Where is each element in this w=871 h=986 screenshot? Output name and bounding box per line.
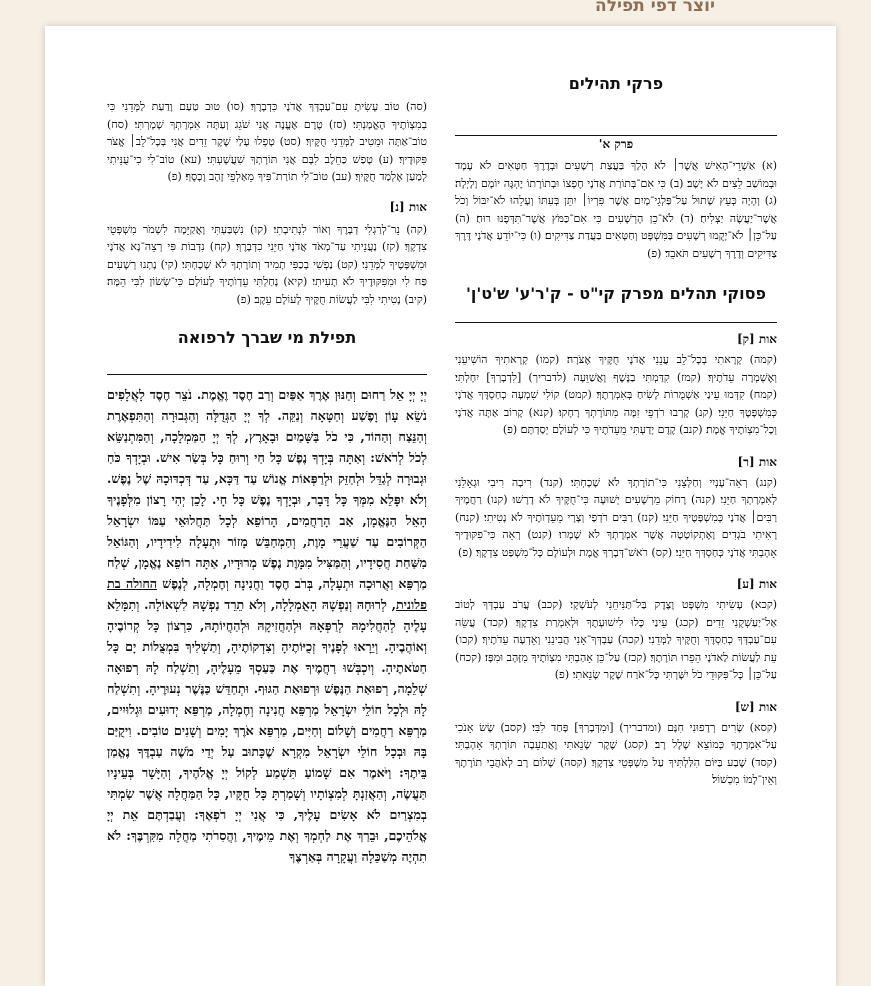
letter-heading: אות [ע] [736,577,777,591]
prayer-rule [107,374,427,375]
letter-section-shin [455,700,777,789]
letter-text: (קה) נֵר־לְרַגְלִי דְבָרֶךָ וְאוֹר לִנְתִיבָתִי׃ (קו) נִשְׁבַּעְתִּי וָאֲקַיֵּמָה לִשְׁמֹר מִשְׁפְּטֵי צִדְקֶךָ׃ (קז) נַעֲנֵיתִי עַד־מְאֹד אֲדֹנָי חַיֵּנִי כִדְבָרֶךָ׃ (קח) נִדְבוֹת פִּי רְצֵה־נָא אֲדֹנָי וּמִשְׁפָּטֶיךָ לַמְּדֵנִי׃ (קט) נַפְשִׁי בְכַפִּי תָמִיד וְתוֹרָתְךָ לֹא שָׁכָחְתִּי׃ (קי) נָתְנוּ רְשָׁעִים פַּח לִי וּמִפִּקּוּדֶיךָ לֹא תָעִיתִי׃ (קיא) נָחַלְתִּי עֵדְוֺתֶיךָ לְעוֹלָם כִּי־שְׂשׂוֹן לִבִּי הֵמָּה׃ (קיב) נָטִיתִי לִבִּי לַעֲשׂוֹת חֻקֶּיךָ לְעוֹלָם עֵקֶב׃ (פ) [107,222,427,306]
letter-heading: אות [ש] [734,699,777,714]
letter-text: (קכא) עָשִׂיתִי מִשְׁפָּט וָצֶדֶק בַּל־תַּנִּיחֵנִי לְעֹשְׁקָי׃ (קכב) עֲרֹב עַבְדְּךָ לְטוֹב אַל־יַעַשְׁקֻנִי זֵדִים׃ (קכג) עֵינַי כָּלוּ לִישׁוּעָתֶךָ וּלְאִמְרַת צִדְקֶךָ׃ (קכד) עֲשֵׂה עִם־עַבְדְּךָ כְחַסְדֶּךָ וְחֻקֶּיךָ לַמְּדֵנִי׃ (קכה) עַבְדְּךָ־אָנִי הֲבִינֵנִי וְאֵדְעָה עֵדֹתֶיךָ׃ (קכו) עֵת לַעֲשׂוֹת לַאדֹנָי הֵפֵרוּ תּוֹרָתֶךָ׃ (קכז) עַל־כֵּן אָהַבְתִּי מִצְוֹתֶיךָ מִזָּהָב וּמִפָּז׃ (קכח) עַל־כֵּן׀ כָּל־פִּקּוּדֵי כֹל יִשָּׁרְתִּי כָּל־אֹרַח שֶׁקֶר שָׂנֵאתִי׃ (פ) [455,598,777,681]
chapter-label: פרק א' [598,137,634,151]
psalm119-title: פסוקי תהלים מפרק קי"ט - ק'ר'ע' ש'ט'ן' [465,284,767,303]
letter-section-ayin [455,577,777,684]
prayer-text-part1: יְיָ יְיָ אֵל רַחוּם וְחַנּוּן אֶרֶךְ אַפַּיִם וְרַב חֶסֶד וֶאֱמֶת. נֹצֵר חֶסֶד לָאֲלָפִים נֹשֵׂא עָוֹן וָפֶשַׁע וְחַטָּאָה וְנַקֵּה. לְךָ יְיָ הַגְּדֻלָּה וְהַגְּבוּרָה וְהַתִּפְאֶרֶת וְהַנֵּצַח וְהַהוֹד, כִּי כֹל בַּשָּׁמַיִם וּבָאָרֶץ, לְךָ יְיָ הַמַּמְלָכָה, וְהַמִּתְנַשֵּׂא לְכֹל לְרֹאשׁ: וְאַתָּה בְּיָדְךָ נֶפֶשׁ כָּל חַי וְרוּחַ כָּל בְּשַׂר אִישׁ. וּבְיָדְךָ כֹּחַ וּגְבוּרָה לְגַדֵּל וּלְחַזֵּק וּלְרַפְּאוֹת אֱנוֹשׁ עַד דַּכָּא, עַד דְּכְדּוּכָהּ שֶׁל נֶפֶשׁ. וְלֹא יִפָּלֵא מִמְּךָ כָּל דָּבָר, וּבְיָדְךָ נֶפֶשׁ כָּל חָי. לָכֵן יְהִי רָצוֹן מִלְּפָנֶיךָ הָאֵל הַנֶּאֱמָן, אַב הָרַחֲמִים, הָרוֹפֵא לְכָל תַּחֲלוּאֵי עַמּוֹ יִשְׂרָאֵל הַקְּרוֹבִים עַד שַׁעֲרֵי מָוֶת, וְהַמְחַבֵּשׁ מָזוֹר וּתְעָלָה לִידִידָיו, וְהַגּוֹאֵל מִשַּׁחַת חֲסִידָיו, וְהַמַּצִּיל מִמָּוֶת נֶפֶשׁ מְרוּדָיו, אַתָּה רוֹפֵא נֶאֱמָן, שְׁלַח מַרְפֵּא וַאֲרוּכָה וּתְעָלָה, בְּרֹב חֶסֶד וַחֲנִינָה וְחֶמְלָה, לְנֶפֶשׁ [107,387,427,591]
left-column [107,26,427,867]
letter-text: (קסא) שָׂרִים רְדָפוּנִי חִנָּם (ומדבריך) [וּמִדְּבָרְךָ] פָּחַד לִבִּי׃ (קסב) שָׂשׂ אָנֹכִי עַל־אִמְרָתֶךָ כְּמוֹצֵא שָׁלָל רָב׃ (קסג) שֶׁקֶר שָׂנֵאתִי וָאֲתַעֵבָה תּוֹרָתְךָ אָהָבְתִּי׃ (קסד) שֶׁבַע בַּיּוֹם הִלַּלְתִּיךָ עַל מִשְׁפְּטֵי צִדְקֶךָ׃ (קסה) שָׁלוֹם רָב לְאֹהֲבֵי תוֹרָתֶךָ וְאֵין־לָמוֹ מִכְשׁוֹל׃ [455,720,777,786]
letter-section-qof [455,332,777,439]
right-column [455,26,777,789]
letter-section-nun [107,200,427,309]
document-page [45,26,836,986]
title-rule [455,135,777,136]
letter-text: (קמה) קָרָאתִי בְכָל־לֵב עֲנֵנִי אֲדֹנָי חֻקֶּיךָ אֶצֹּרָה׃ (קמו) קְרָאתִיךָ הוֹשִׁיעֵנִי וְאֶשְׁמְרָה עֵדֹתֶיךָ׃ (קמז) קִדַּמְתִּי בַנֶּשֶׁף וָאֲשַׁוֵּעָה (לדבריך) [לִדְבָרְךָ] יִחָלְתִּי׃ (קמח) קִדְּמוּ עֵינַי אַשְׁמֻרוֹת לָשִׂיחַ בְּאִמְרָתֶךָ׃ (קמט) קוֹלִי שִׁמְעָה כְחַסְדֶּךָ אֲדֹנָי כְּמִשְׁפָּטֶךָ חַיֵּנִי׃ (קנ) קָרְבוּ רֹדְפֵי זִמָּה מִתּוֹרָתְךָ רָחָקוּ׃ (קנא) קָרוֹב אַתָּה אֲדֹנָי וְכָל־מִצְוֹתֶיךָ אֱמֶת׃ (קנב) קֶדֶם יָדַעְתִּי מֵעֵדֹתֶיךָ כִּי לְעוֹלָם יְסַדְתָּם׃ (פ) [455,353,777,436]
app-header [0,0,871,22]
patient-name-placeholder[interactable]: החולה בת פלונית [107,576,427,612]
prayer-text-part2: , לְרוּחָהּ וְנַפְשָׁהּ הָאֻמְלָלָה, וְלֹא תֵרֵד נַפְשָׁהּ לִשְׁאוֹלָה. וְתִמָּלֵא עָלֶיהָ לְהַחֲלִימָהּ לְרַפְּאָהּ וּלְהַחֲזִיקָהּ וּלְהַחֲיוֹתָהּ, כִּרְצוֹן כָּל קְרוֹבֶיהָ וְאוֹהֲבֶיהָ. וְיֵרָאוּ לְפָנֶיךָ זְכֻיּוֹתֶיהָ וְצִדְקוֹתֶיהָ, וְתַשְׁלִיךְ בִּמְצֻלוֹת יָם כָּל חַטֹּאתֶיהָ. וְיִכְבְּשׁוּ רַחֲמֶיךָ אֶת כַּעַסְךָ מֵעָלֶיהָ, וְתִשְׁלַח לָהּ רְפוּאָה שְׁלֵמָה, רְפוּאַת הַנֶּפֶשׁ וּרְפוּאַת הַגּוּף. וּתְחַדֵּשׁ כַּנֶּשֶׁר נְעוּרֶיהָ. וְתִשְׁלַח לָהּ וּלְכָל חוֹלֵי יִשְׂרָאֵל מַרְפֵּא חֲנִינָה וְחֶמְלָה, מַרְפֵּא יְדוּעִים וּגְלוּיִים, מַרְפֵּא רַחֲמִים וְשָׁלוֹם וְחַיִּים, מַרְפֵּא אֹרֶךְ יָמִים וְשָׁנִים טוֹבִים. וִיקֻיַּם בָּהּ וּבְכָל חוֹלֵי יִשְׂרָאֵל מִקְרָא שֶׁכָּתוּב עַל יְדֵי מֹשֶׁה עַבְדֶּךָ נֶאֱמַן בֵּיתֶךָ: וַיֹּאמֶר אִם שָׁמוֹעַ תִּשְׁמַע לְקוֹל יְיָ אֱלֹהֶיךָ, וְהַיָּשָׁר בְּעֵינָיו תַּעֲשֶׂה, וְהַאֲזַנְתָּ לְמִצְוֹתָיו וְשָׁמַרְתָּ כָּל חֻקָּיו, כָּל הַמַּחֲלָה אֲשֶׁר שַׂמְתִּי בְמִצְרַיִם לֹא אָשִׂים עָלֶיךָ, כִּי אֲנִי יְיָ רֹפְאֶךָ: וַעֲבַדְתֶּם אֵת יְיָ אֱלֹהֵיכֶם, וּבֵרַךְ אֶת לַחְמְךָ וְאֶת מֵימֶיךָ, וַהֲסִרֹתִי מַחֲלָה מִקִּרְבֶּךָ: לֹא תִהְיֶה מְשַׁכֵּלָה וַעֲקָרָה בְּאַרְצֶךָ [107,597,427,864]
chapter-text: (א) אַשְׁרֵי־הָאִישׁ אֲשֶׁר׀ לֹא הָלַךְ בַּעֲצַת רְשָׁעִים וּבְדֶרֶךְ חַטָּאִים לֹא עָמָד וּבְמוֹשַׁב לֵצִים לֹא יָשָׁב׃ (ב) כִּי אִם־בְּתוֹרַת אֲדֹנָי חֶפְצוֹ וּבְתוֹרָתוֹ יֶהְגֶּה יוֹמָם וָלָיְלָה׃ (ג) וְהָיָה כְּעֵץ שָׁתוּל עַל־פַּלְגֵי־מָיִם אֲשֶׁר פִּרְיוֹ׀ יִתֵּן בְּעִתּוֹ וְעָלֵהוּ לֹא־יִבּוֹל וְכֹל אֲשֶׁר־יַעֲשֶׂה יַצְלִיחַ׃ (ד) לֹא־כֵן הָרְשָׁעִים כִּי אִם־כַּמֹּץ אֲשֶׁר־תִּדְּפֶנּוּ רוּחַ׃ (ה) עַל־כֵּן׀ לֹא־יָקֻמוּ רְשָׁעִים בַּמִּשְׁפָּט וְחַטָּאִים בַּעֲדַת צַדִּיקִים׃ (ו) כִּי־יוֹדֵעַ אֲדֹנָי דֶּרֶךְ צַדִּיקִים וְדֶרֶךְ רְשָׁעִים תֹּאבֵד׃ (פ) [455,159,777,260]
psalm119-rule [455,322,777,323]
letter-heading: אות [ק] [736,332,777,346]
prayer-title: תפילת מי שברך לרפואה [177,328,357,347]
letter-text: (קנג) רְאֵה־עָנְיִי וְחַלְּצֵנִי כִּי־תוֹרָתְךָ לֹא שָׁכָחְתִּי׃ (קנד) רִיבָה רִיבִי וּגְאָלֵנִי לְאִמְרָתְךָ חַיֵּנִי׃ (קנה) רָחוֹק מֵרְשָׁעִים יְשׁוּעָה כִּי־חֻקֶּיךָ לֹא דָרָשׁוּ׃ (קנו) רַחֲמֶיךָ רַבִּים׀ אֲדֹנָי כְּמִשְׁפָּטֶיךָ חַיֵּנִי׃ (קנז) רַבִּים רֹדְפַי וְצָרָי מֵעֵדְוֺתֶיךָ לֹא נָטִיתִי׃ (קנח) רָאִיתִי בֹגְדִים וָאֶתְקוֹטָטָה אֲשֶׁר אִמְרָתְךָ לֹא שָׁמָרוּ׃ (קנט) רְאֵה כִּי־פִקּוּדֶיךָ אָהָבְתִּי אֲדֹנָי כְּחַסְדְּךָ חַיֵּנִי׃ (קס) רֹאשׁ־דְּבָרְךָ אֱמֶת וּלְעוֹלָם כָּל־מִשְׁפַּט צִדְקֶךָ׃ (פ) [455,475,777,559]
letter-heading: אות [נ] [389,199,427,214]
section-title-psalms: פרקי תהילים [568,74,664,93]
continuation-text: (סה) טוֹב עָשִׂיתָ עִם־עַבְדְּךָ אֲדֹנָי כִּדְבָרֶךָ׃ (סו) טוּב טַעַם וָדַעַת לַמְּדֵנִי כִּי בְמִצְוֹתֶיךָ הֶאֱמָנְתִּי׃ (סז) טֶרֶם אֶעֱנֶה אֲנִי שֹׁגֵג וְעַתָּה אִמְרָתְךָ שָׁמָרְתִּי׃ (סח) טוֹב־אַתָּה וּמֵטִיב לַמְּדֵנִי חֻקֶּיךָ׃ (סט) טָפְלוּ עָלַי שֶׁקֶר זֵדִים אֲנִי בְּכָל־לֵב׀ אֱצֹּר פִּקּוּדֶיךָ׃ (ע) טָפַשׁ כַּחֵלֶב לִבָּם אֲנִי תּוֹרָתְךָ שִׁעֲשָׁעְתִּי׃ (עא) טוֹב־לִי כִי־עֻנֵּיתִי לְמַעַן אֶלְמַד חֻקֶּיךָ׃ (עב) טוֹב־לִי תוֹרַת־פִּיךָ מֵאַלְפֵי זָהָב וָכָסֶף׃ (פ) [107,100,427,183]
prayer-text [107,384,427,867]
letter-heading: אות [ר] [737,454,777,469]
app-title: יוצר דפי תפילה [595,0,715,16]
letter-section-resh [455,455,777,562]
